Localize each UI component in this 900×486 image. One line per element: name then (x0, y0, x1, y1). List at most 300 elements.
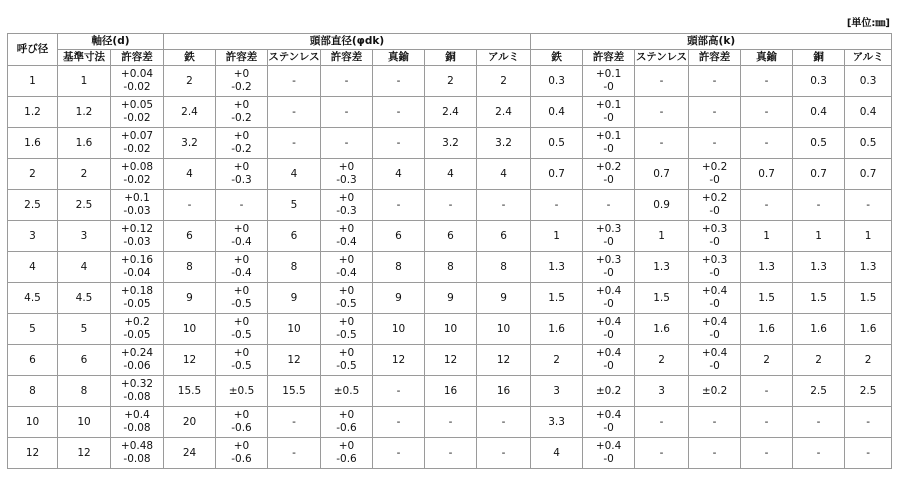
shaft-tolerance-cell (111, 159, 164, 190)
tolerance-line: +0.1 (595, 68, 622, 80)
shaft-base-cell: 2.5 (58, 190, 111, 221)
k-stainless-cell: 1.3 (635, 252, 689, 283)
header-dk-brass: 真鍮 (373, 50, 425, 66)
dk-stainless-tolerance-cell (321, 221, 373, 252)
k-iron-cell: 3 (531, 376, 583, 407)
k-copper-cell: 0.4 (793, 97, 845, 128)
tolerance-line: +0 (338, 440, 355, 452)
k-brass-cell: - (741, 128, 793, 159)
dk-stainless-cell: 12 (268, 345, 321, 376)
dk-copper-cell: 16 (425, 376, 477, 407)
tolerance-line: ±0.5 (333, 384, 360, 397)
dk-iron-tolerance-cell (216, 97, 268, 128)
header-dk-aluminum: アルミ (477, 50, 531, 66)
k-stainless-cell: - (635, 407, 689, 438)
k-stainless-cell: - (635, 66, 689, 97)
dk-iron-tolerance-cell (216, 66, 268, 97)
shaft-base-cell: 1 (58, 66, 111, 97)
header-dk-stainless: ステンレス (268, 50, 321, 66)
k-stainless-cell: 3 (635, 376, 689, 407)
k-stainless-cell: - (635, 438, 689, 469)
unit-label: [単位:㎜] (846, 18, 890, 29)
tolerance-line: +0.07 (120, 130, 154, 142)
dk-aluminum-cell: - (477, 438, 531, 469)
tolerance-line: +0.2 (595, 161, 622, 173)
dk-aluminum-cell: 4 (477, 159, 531, 190)
tolerance-line: +0.4 (595, 409, 622, 421)
dk-stainless-tolerance-cell (321, 376, 373, 407)
dk-brass-cell: - (373, 407, 425, 438)
tolerance-line: +0.12 (120, 223, 154, 235)
tolerance-line: +0.2 (701, 192, 728, 204)
dk-iron-tolerance-cell (216, 128, 268, 159)
header-k-stainless-tolerance: 許容差 (689, 50, 741, 66)
tolerance-line: -0.02 (123, 174, 151, 186)
dk-brass-cell: 6 (373, 221, 425, 252)
shaft-tolerance-cell (111, 407, 164, 438)
header-head-height-group: 頭部高(k) (531, 34, 892, 50)
header-k-brass: 真鍮 (741, 50, 793, 66)
tolerance-line: +0.4 (701, 347, 728, 359)
shaft-tolerance-cell (111, 221, 164, 252)
k-stainless-tolerance-cell (689, 221, 741, 252)
k-stainless-tolerance-cell (689, 314, 741, 345)
tolerance-line: +0.18 (120, 285, 154, 297)
header-k-stainless: ステンレス (635, 50, 689, 66)
dk-stainless-tolerance-cell (321, 407, 373, 438)
table-row (8, 252, 892, 283)
k-stainless-tolerance-cell (689, 97, 741, 128)
k-brass-cell: - (741, 438, 793, 469)
tolerance-line: -0 (709, 329, 720, 341)
header-k-iron-tolerance: 許容差 (583, 50, 635, 66)
dk-iron-cell: 20 (164, 407, 216, 438)
tolerance-line: -0 (603, 267, 614, 279)
tolerance-line: -0.4 (336, 236, 357, 248)
k-iron-cell: 0.5 (531, 128, 583, 159)
tolerance-line: +0 (338, 254, 355, 266)
header-shaft-group: 軸径(d) (58, 34, 164, 50)
k-copper-cell: 2.5 (793, 376, 845, 407)
tolerance-line: -0 (709, 360, 720, 372)
dk-stainless-tolerance-cell (321, 190, 373, 221)
k-copper-cell: - (793, 438, 845, 469)
tolerance-line: -0.6 (336, 453, 357, 465)
table-row (8, 407, 892, 438)
k-brass-cell: 1.6 (741, 314, 793, 345)
tolerance-line: +0.48 (120, 440, 154, 452)
k-brass-cell: - (741, 376, 793, 407)
tolerance-line: +0.3 (595, 223, 622, 235)
tolerance-line: -0 (603, 143, 614, 155)
dk-iron-tolerance-cell (216, 345, 268, 376)
tolerance-line: +0.4 (124, 409, 150, 421)
tolerance-line: +0 (233, 68, 250, 80)
tolerance-line: +0.4 (701, 285, 728, 297)
dk-iron-cell: 15.5 (164, 376, 216, 407)
k-iron-tolerance-cell (583, 407, 635, 438)
k-aluminum-cell: 1.5 (845, 283, 892, 314)
k-aluminum-cell: 0.7 (845, 159, 892, 190)
table-row (8, 190, 892, 221)
k-stainless-tolerance-cell (689, 407, 741, 438)
k-iron-tolerance-cell (583, 221, 635, 252)
tolerance-line: -0 (709, 174, 720, 186)
dk-aluminum-cell: 16 (477, 376, 531, 407)
nominal-cell: 2.5 (8, 190, 58, 221)
dk-iron-tolerance-cell (216, 252, 268, 283)
dk-stainless-tolerance-cell (321, 283, 373, 314)
dk-aluminum-cell: 10 (477, 314, 531, 345)
table-row (8, 438, 892, 469)
k-brass-cell: 2 (741, 345, 793, 376)
k-aluminum-cell: 2 (845, 345, 892, 376)
tolerance-line: +0.2 (701, 161, 728, 173)
header-shaft-base: 基準寸法 (58, 50, 111, 66)
dk-iron-tolerance-cell (216, 221, 268, 252)
shaft-base-cell: 1.2 (58, 97, 111, 128)
dk-copper-cell: 10 (425, 314, 477, 345)
dk-iron-cell: - (164, 190, 216, 221)
table-row (8, 283, 892, 314)
dk-iron-cell: 2 (164, 66, 216, 97)
k-copper-cell: - (793, 407, 845, 438)
tolerance-line: ±0.2 (595, 384, 622, 397)
tolerance-line: - (239, 198, 244, 211)
nominal-cell: 10 (8, 407, 58, 438)
shaft-tolerance-cell (111, 283, 164, 314)
tolerance-line: +0 (338, 316, 355, 328)
dk-iron-tolerance-cell (216, 314, 268, 345)
k-stainless-tolerance-cell (689, 283, 741, 314)
dk-stainless-cell: - (268, 438, 321, 469)
dk-brass-cell: - (373, 128, 425, 159)
dk-copper-cell: 3.2 (425, 128, 477, 159)
tolerance-line: -0.08 (123, 422, 151, 434)
shaft-base-cell: 6 (58, 345, 111, 376)
tolerance-line: -0.4 (231, 236, 252, 248)
k-brass-cell: 0.7 (741, 159, 793, 190)
k-copper-cell: 0.3 (793, 66, 845, 97)
tolerance-line: +0.1 (595, 130, 622, 142)
k-brass-cell: - (741, 407, 793, 438)
tolerance-line: -0.5 (336, 329, 357, 341)
k-stainless-tolerance-cell (689, 128, 741, 159)
k-iron-tolerance-cell (583, 345, 635, 376)
shaft-tolerance-cell (111, 190, 164, 221)
shaft-base-cell: 3 (58, 221, 111, 252)
k-iron-tolerance-cell (583, 190, 635, 221)
shaft-base-cell: 12 (58, 438, 111, 469)
k-copper-cell: 2 (793, 345, 845, 376)
table-row (8, 159, 892, 190)
dk-iron-cell: 9 (164, 283, 216, 314)
k-stainless-cell: 0.9 (635, 190, 689, 221)
k-iron-cell: 1.5 (531, 283, 583, 314)
dk-aluminum-cell: - (477, 190, 531, 221)
tolerance-line: -0.04 (123, 267, 151, 279)
dk-brass-cell: - (373, 97, 425, 128)
tolerance-line: -0 (709, 298, 720, 310)
shaft-base-cell: 5 (58, 314, 111, 345)
tolerance-line: - (344, 136, 349, 149)
dk-copper-cell: - (425, 407, 477, 438)
shaft-tolerance-cell (111, 376, 164, 407)
tolerance-line: +0 (338, 223, 355, 235)
shaft-tolerance-cell (111, 66, 164, 97)
header-k-aluminum: アルミ (845, 50, 892, 66)
tolerance-line: -0.2 (231, 81, 252, 93)
k-copper-cell: 1.6 (793, 314, 845, 345)
tolerance-line: - (712, 105, 717, 118)
tolerance-line: -0 (603, 112, 614, 124)
dk-stainless-tolerance-cell (321, 345, 373, 376)
k-iron-cell: 1.3 (531, 252, 583, 283)
tolerance-line: +0.4 (701, 316, 728, 328)
shaft-base-cell: 10 (58, 407, 111, 438)
dk-brass-cell: - (373, 376, 425, 407)
tolerance-line: -0.3 (336, 174, 357, 186)
dimension-table (7, 33, 892, 469)
tolerance-line: - (606, 198, 611, 211)
tolerance-line: +0 (338, 409, 355, 421)
tolerance-line: -0.05 (123, 298, 151, 310)
tolerance-line: -0.05 (123, 329, 151, 341)
dk-iron-tolerance-cell (216, 190, 268, 221)
nominal-cell: 12 (8, 438, 58, 469)
dk-brass-cell: - (373, 190, 425, 221)
k-iron-tolerance-cell (583, 438, 635, 469)
header-nominal: 呼び径 (8, 34, 58, 66)
tolerance-line: +0 (233, 254, 250, 266)
k-brass-cell: 1.3 (741, 252, 793, 283)
tolerance-line: +0 (338, 192, 355, 204)
tolerance-line: -0 (603, 329, 614, 341)
dk-iron-tolerance-cell (216, 407, 268, 438)
k-stainless-tolerance-cell (689, 159, 741, 190)
nominal-cell: 1 (8, 66, 58, 97)
header-shaft-tolerance: 許容差 (111, 50, 164, 66)
dk-brass-cell: - (373, 438, 425, 469)
tolerance-line: +0.04 (120, 68, 154, 80)
k-stainless-cell: - (635, 97, 689, 128)
dk-copper-cell: 8 (425, 252, 477, 283)
shaft-tolerance-cell (111, 314, 164, 345)
dk-stainless-cell: 8 (268, 252, 321, 283)
nominal-cell: 5 (8, 314, 58, 345)
shaft-base-cell: 4 (58, 252, 111, 283)
k-stainless-tolerance-cell (689, 66, 741, 97)
k-aluminum-cell: 2.5 (845, 376, 892, 407)
tolerance-line: -0 (603, 360, 614, 372)
dk-aluminum-cell: 2.4 (477, 97, 531, 128)
dk-stainless-tolerance-cell (321, 66, 373, 97)
k-stainless-cell: 2 (635, 345, 689, 376)
dk-aluminum-cell: 2 (477, 66, 531, 97)
table-row (8, 314, 892, 345)
dk-brass-cell: 10 (373, 314, 425, 345)
dk-stainless-tolerance-cell (321, 97, 373, 128)
tolerance-line: +0.3 (595, 254, 622, 266)
tolerance-line: +0 (233, 440, 250, 452)
table-row (8, 221, 892, 252)
dk-stainless-cell: 9 (268, 283, 321, 314)
tolerance-line: - (344, 74, 349, 87)
dk-iron-tolerance-cell (216, 376, 268, 407)
k-aluminum-cell: 0.5 (845, 128, 892, 159)
dk-copper-cell: - (425, 190, 477, 221)
tolerance-line: -0.06 (123, 360, 151, 372)
k-aluminum-cell: 0.4 (845, 97, 892, 128)
dk-iron-tolerance-cell (216, 438, 268, 469)
nominal-cell: 4.5 (8, 283, 58, 314)
k-brass-cell: - (741, 190, 793, 221)
tolerance-line: -0.2 (231, 112, 252, 124)
nominal-cell: 3 (8, 221, 58, 252)
dk-copper-cell: 6 (425, 221, 477, 252)
header-dk-copper: 銅 (425, 50, 477, 66)
k-copper-cell: 1.5 (793, 283, 845, 314)
header-dk-iron: 鉄 (164, 50, 216, 66)
k-iron-cell: 3.3 (531, 407, 583, 438)
shaft-tolerance-cell (111, 438, 164, 469)
dk-copper-cell: 12 (425, 345, 477, 376)
tolerance-line: +0 (233, 285, 250, 297)
k-brass-cell: - (741, 66, 793, 97)
tolerance-line: +0 (338, 285, 355, 297)
tolerance-line: +0.3 (701, 254, 728, 266)
tolerance-line: - (712, 415, 717, 428)
tolerance-line: +0 (338, 161, 355, 173)
header-k-iron: 鉄 (531, 50, 583, 66)
shaft-base-cell: 2 (58, 159, 111, 190)
k-copper-cell: 1.3 (793, 252, 845, 283)
table-row (8, 376, 892, 407)
tolerance-line: +0.08 (120, 161, 154, 173)
k-brass-cell: - (741, 97, 793, 128)
tolerance-line: -0.5 (231, 360, 252, 372)
k-aluminum-cell: - (845, 438, 892, 469)
tolerance-line: -0.6 (336, 422, 357, 434)
dk-aluminum-cell: 3.2 (477, 128, 531, 159)
tolerance-line: +0.1 (124, 192, 150, 204)
k-iron-tolerance-cell (583, 283, 635, 314)
dk-copper-cell: 2.4 (425, 97, 477, 128)
tolerance-line: +0.4 (595, 347, 622, 359)
dk-iron-cell: 4 (164, 159, 216, 190)
shaft-base-cell: 8 (58, 376, 111, 407)
k-iron-cell: - (531, 190, 583, 221)
dk-stainless-tolerance-cell (321, 438, 373, 469)
k-iron-tolerance-cell (583, 97, 635, 128)
k-aluminum-cell: 1 (845, 221, 892, 252)
k-iron-cell: 1.6 (531, 314, 583, 345)
tolerance-line: - (712, 136, 717, 149)
nominal-cell: 4 (8, 252, 58, 283)
k-aluminum-cell: - (845, 407, 892, 438)
k-stainless-tolerance-cell (689, 252, 741, 283)
dk-iron-cell: 12 (164, 345, 216, 376)
tolerance-line: -0.6 (231, 453, 252, 465)
dk-copper-cell: 2 (425, 66, 477, 97)
tolerance-line: -0.02 (123, 81, 151, 93)
dk-brass-cell: - (373, 66, 425, 97)
k-iron-cell: 1 (531, 221, 583, 252)
tolerance-line: -0.2 (231, 143, 252, 155)
k-stainless-tolerance-cell (689, 376, 741, 407)
tolerance-line: +0.32 (120, 378, 154, 390)
dk-brass-cell: 12 (373, 345, 425, 376)
dk-stainless-cell: 6 (268, 221, 321, 252)
dk-iron-cell: 8 (164, 252, 216, 283)
tolerance-line: -0.6 (231, 422, 252, 434)
dk-iron-cell: 24 (164, 438, 216, 469)
dk-stainless-cell: - (268, 66, 321, 97)
tolerance-line: ±0.5 (228, 384, 255, 397)
table-body (8, 66, 892, 469)
tolerance-line: -0 (603, 236, 614, 248)
dk-brass-cell: 9 (373, 283, 425, 314)
shaft-base-cell: 4.5 (58, 283, 111, 314)
tolerance-line: +0.4 (595, 316, 622, 328)
k-iron-tolerance-cell (583, 252, 635, 283)
dk-stainless-tolerance-cell (321, 252, 373, 283)
k-iron-tolerance-cell (583, 159, 635, 190)
k-copper-cell: 0.5 (793, 128, 845, 159)
tolerance-line: -0.03 (123, 236, 151, 248)
tolerance-line: - (712, 446, 717, 459)
tolerance-line: -0.02 (123, 112, 151, 124)
dk-iron-cell: 2.4 (164, 97, 216, 128)
k-stainless-tolerance-cell (689, 438, 741, 469)
dk-aluminum-cell: 12 (477, 345, 531, 376)
k-aluminum-cell: 0.3 (845, 66, 892, 97)
tolerance-line: - (344, 105, 349, 118)
tolerance-line: -0.5 (231, 329, 252, 341)
tolerance-line: -0 (709, 267, 720, 279)
k-aluminum-cell: 1.3 (845, 252, 892, 283)
tolerance-line: +0 (233, 316, 250, 328)
k-stainless-tolerance-cell (689, 345, 741, 376)
shaft-tolerance-cell (111, 345, 164, 376)
dk-stainless-tolerance-cell (321, 314, 373, 345)
table-row (8, 66, 892, 97)
header-dk-stainless-tolerance: 許容差 (321, 50, 373, 66)
tolerance-line: +0.2 (124, 316, 150, 328)
shaft-tolerance-cell (111, 252, 164, 283)
dk-iron-tolerance-cell (216, 283, 268, 314)
tolerance-line: -0.02 (123, 143, 151, 155)
tolerance-line: -0 (603, 422, 614, 434)
k-iron-cell: 0.4 (531, 97, 583, 128)
tolerance-line: +0.4 (595, 285, 622, 297)
tolerance-line: -0.4 (336, 267, 357, 279)
tolerance-line: -0.5 (336, 360, 357, 372)
tolerance-line: +0 (233, 99, 250, 111)
dk-stainless-tolerance-cell (321, 128, 373, 159)
k-iron-cell: 0.3 (531, 66, 583, 97)
k-iron-tolerance-cell (583, 66, 635, 97)
tolerance-line: +0.4 (595, 440, 622, 452)
tolerance-line: -0 (603, 81, 614, 93)
k-iron-tolerance-cell (583, 314, 635, 345)
tolerance-line: -0.08 (123, 391, 151, 403)
shaft-tolerance-cell (111, 97, 164, 128)
dk-stainless-cell: 5 (268, 190, 321, 221)
k-iron-cell: 2 (531, 345, 583, 376)
header-k-copper: 銅 (793, 50, 845, 66)
k-stainless-tolerance-cell (689, 190, 741, 221)
